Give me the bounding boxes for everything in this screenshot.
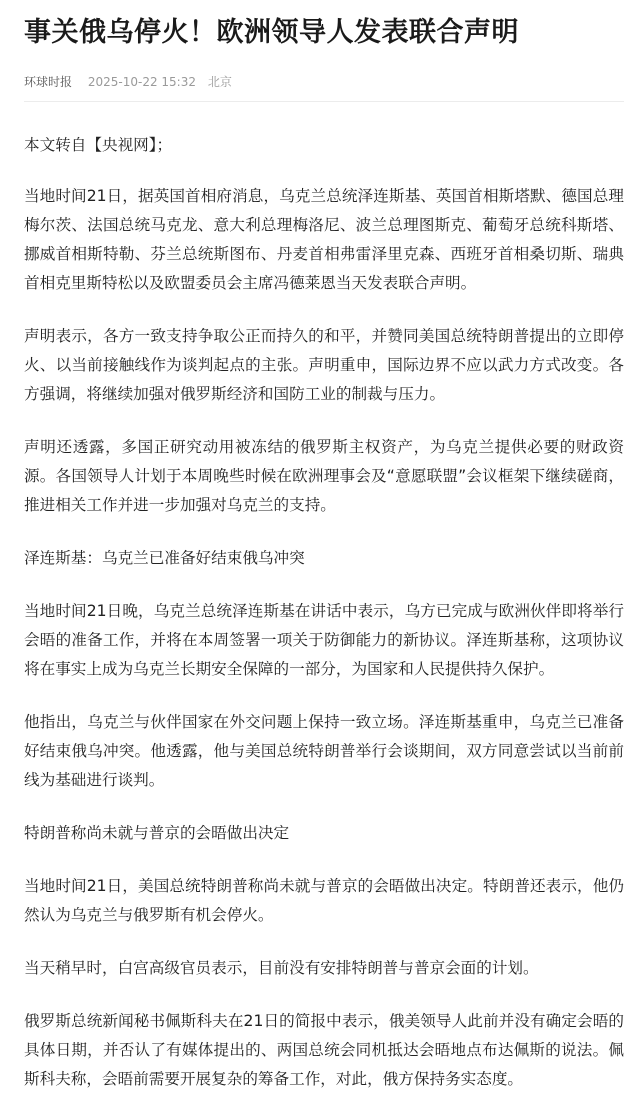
article-paragraph: 当地时间21日，美国总统特朗普称尚未就与普京的会晤做出决定。特朗普还表示，他仍然认为乌克兰与俄罗斯有机会停火。: [24, 877, 624, 924]
article-paragraph: 当地时间21日晚，乌克兰总统泽连斯基在讲话中表示，乌方已完成与欧洲伙伴即将举行会晤的准备工作，并将在本周签署一项关于防御能力的新协议。泽连斯基称，这项协议将在事实上成为乌克兰长期安全保障的一部分，为国家和人民提供持久保护。: [24, 602, 624, 678]
article-paragraph: 当地时间21日，据英国首相府消息，乌克兰总统泽连斯基、英国首相斯塔默、德国总理梅尔茨、法国总统马克龙、意大利总理梅洛尼、波兰总理图斯克、葡萄牙总统科斯塔、挪威首相斯特勒、芬兰总统斯图布、丹麦首相弗雷泽里克森、西班牙首相桑切斯、瑞典首相克里斯特松以及欧盟委员会主席冯德莱恩当天发表联合声明。: [24, 187, 624, 292]
section-subheading: 泽连斯基：乌克兰已准备好结束俄乌冲突: [24, 549, 305, 567]
article-paragraph: 声明还透露，多国正研究动用被冻结的俄罗斯主权资产，为乌克兰提供必要的财政资源。各国领导人计划于本周晚些时候在欧洲理事会及“意愿联盟”会议框架下继续磋商，推进相关工作并进一步加强对乌克兰的支持。: [24, 438, 624, 514]
article-paragraph: 本文转自【央视网】；: [24, 136, 173, 154]
article: [24, 0, 624, 1118]
article-paragraph: 声明表示，各方一致支持争取公正而持久的和平，并赞同美国总统特朗普提出的立即停火、以当前接触线作为谈判起点的主张。声明重申，国际边界不应以武力方式改变。各方强调，将继续加强对俄罗斯经济和国防工业的制裁与压力。: [24, 327, 624, 403]
article-paragraph: 他指出，乌克兰与伙伴国家在外交问题上保持一致立场。泽连斯基重申，乌克兰已准备好结束俄乌冲突。他透露，他与美国总统特朗普举行会谈期间，双方同意尝试以当前前线为基础进行谈判。: [24, 713, 624, 789]
article-paragraph: 俄罗斯总统新闻秘书佩斯科夫在21日的简报中表示，俄美领导人此前并没有确定会晤的具体日期，并否认了有媒体提出的、两国总统会同机抵达会晤地点布达佩斯的说法。佩斯科夫称，会晤前需要开展复杂的筹备工作，对此，俄方保持务实态度。: [24, 1012, 624, 1088]
article-body: [24, 131, 624, 1094]
article-paragraph: 当天稍早时，白宫高级官员表示，目前没有安排特朗普与普京会面的计划。: [24, 959, 539, 977]
article-meta: [24, 72, 624, 92]
publish-time: 2025-10-22 15:32: [87, 75, 196, 89]
source-name[interactable]: 环球时报: [24, 75, 73, 89]
publish-location: 北京: [207, 75, 232, 89]
section-subheading: 特朗普称尚未就与普京的会晤做出决定: [24, 824, 290, 842]
header-divider: [24, 101, 624, 102]
article-title: 事关俄乌停火！欧洲领导人发表联合声明: [24, 17, 519, 48]
